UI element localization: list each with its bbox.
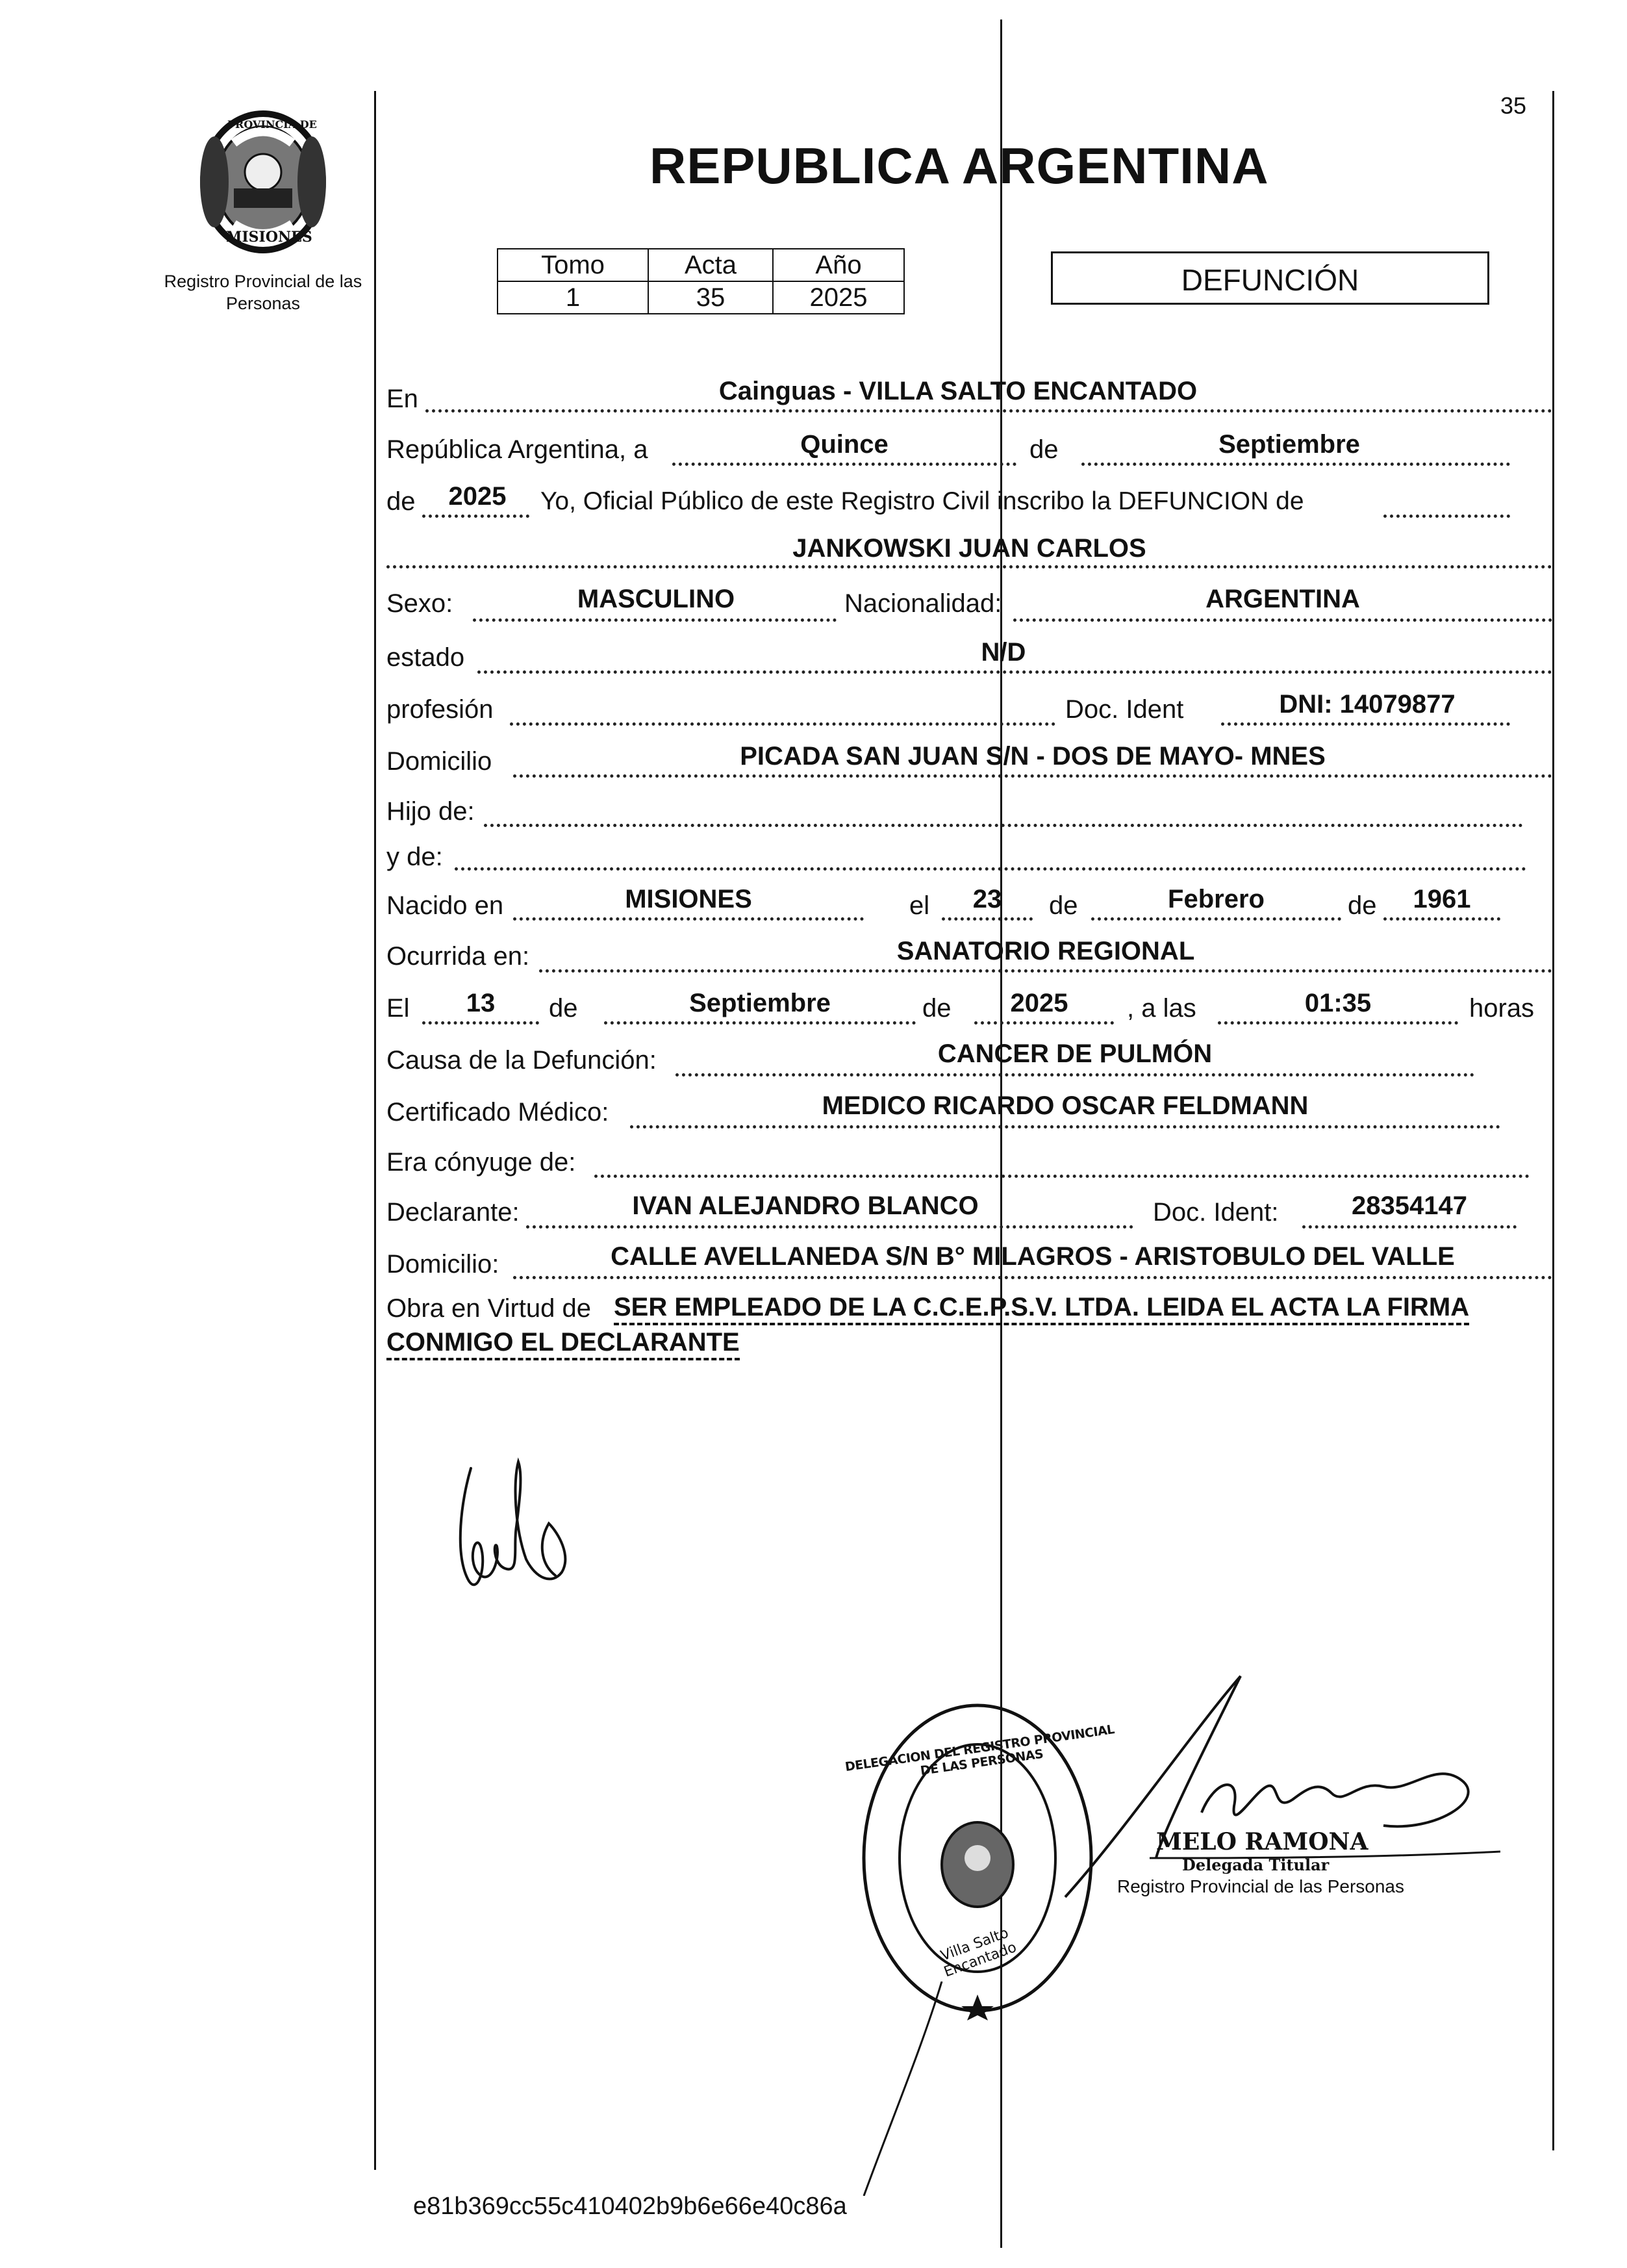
- estado-value: N/D: [981, 638, 1026, 667]
- republica-label: República Argentina, a: [386, 435, 648, 464]
- profesion-dots: [510, 722, 1055, 726]
- birth-year-dots: [1383, 917, 1500, 921]
- causa-label: Causa de la Defunción:: [386, 1046, 657, 1075]
- pen-stroke: [857, 1981, 948, 2196]
- death-el-label: El: [386, 994, 410, 1023]
- death-year-dots: [974, 1021, 1114, 1025]
- decl-doc-label: Doc. Ident:: [1153, 1198, 1279, 1227]
- anio-value: 2025: [773, 281, 904, 314]
- stamp-ring-text: DELEGACION DEL REGISTRO PROVINCIAL DE LAS PERSONAS: [844, 1722, 1116, 1779]
- birthplace-value: MISIONES: [625, 885, 752, 913]
- el-label: el: [909, 891, 930, 920]
- alas-label: , a las: [1127, 994, 1196, 1023]
- death-day-dots: [422, 1021, 539, 1025]
- decl-doc-value: 28354147: [1352, 1191, 1467, 1220]
- act-info-table: [497, 248, 905, 314]
- official-title: Delegada Titular: [1182, 1855, 1330, 1874]
- hijo-label: Hijo de:: [386, 797, 475, 826]
- birthplace-dots: [513, 917, 864, 921]
- declarant-signature: [442, 1449, 598, 1618]
- anio-header: Año: [773, 249, 904, 281]
- logo-text-top: PROVINCIA DE: [227, 118, 317, 131]
- stamp-inner-text: Villa Salto Encantado: [939, 1924, 1019, 1981]
- left-margin-rule: [374, 91, 376, 2170]
- nacionalidad-value: ARGENTINA: [1205, 585, 1360, 613]
- logo-text-bottom: MISIONES: [226, 229, 312, 246]
- estado-label: estado: [386, 643, 465, 672]
- certificado-label: Certificado Médico:: [386, 1098, 609, 1127]
- en-label: En: [386, 385, 418, 413]
- year-value: 2025: [448, 482, 507, 511]
- declarante-value: IVAN ALEJANDRO BLANCO: [632, 1191, 979, 1220]
- domicilio-label: Domicilio: [386, 747, 492, 776]
- nacionalidad-label: Nacionalidad:: [844, 589, 1002, 618]
- yde-label: y de:: [386, 843, 443, 871]
- month-value: Septiembre: [1218, 430, 1360, 459]
- certificado-value: MEDICO RICARDO OSCAR FELDMANN: [822, 1091, 1309, 1120]
- conyuge-label: Era cónyuge de:: [386, 1148, 576, 1177]
- official-registry: Registro Provincial de las Personas: [1117, 1876, 1404, 1896]
- decl-domicilio-dots: [513, 1276, 1552, 1279]
- ocurrida-label: Ocurrida en:: [386, 942, 530, 971]
- statement-text: Yo, Oficial Público de este Registro Civil inscribo la DEFUNCION de: [540, 487, 1304, 515]
- certificado-dots: [630, 1125, 1500, 1128]
- birth-month-value: Febrero: [1168, 885, 1265, 913]
- obra-label: Obra en Virtud de: [386, 1294, 592, 1323]
- death-month-dots: [604, 1021, 916, 1025]
- death-time-value: 01:35: [1304, 989, 1372, 1017]
- decl-doc-dots: [1302, 1225, 1517, 1229]
- record-type-box: DEFUNCIÓN: [1051, 251, 1489, 305]
- nacido-label: Nacido en: [386, 891, 504, 920]
- death-de2-label: de: [922, 994, 952, 1023]
- birth-de2-label: de: [1348, 891, 1377, 920]
- document-hash: e81b369cc55c410402b9b6e66e40c86a: [413, 2193, 847, 2220]
- sexo-value: MASCULINO: [577, 585, 735, 613]
- ocurrida-value: SANATORIO REGIONAL: [896, 937, 1195, 965]
- birth-year-value: 1961: [1413, 885, 1471, 913]
- decl-domicilio-value: CALLE AVELLANEDA S/N B° MILAGROS - ARISTOBULO DEL VALLE: [611, 1242, 1455, 1271]
- sexo-label: Sexo:: [386, 589, 453, 618]
- deceased-name: JANKOWSKI JUAN CARLOS: [792, 534, 1146, 563]
- doc-value: DNI: 14079877: [1279, 690, 1456, 719]
- causa-dots: [675, 1073, 1474, 1077]
- day-value: Quince: [800, 430, 889, 459]
- conyuge-dots: [594, 1175, 1530, 1178]
- de-label: de: [1029, 435, 1059, 464]
- tomo-value: 1: [498, 281, 648, 314]
- tomo-header: Tomo: [498, 249, 648, 281]
- birth-de-label: de: [1049, 891, 1078, 920]
- birth-day-dots: [942, 917, 1033, 921]
- registry-caption: Registro Provincial de las Personas: [164, 272, 362, 313]
- causa-value: CANCER DE PULMÓN: [937, 1039, 1213, 1068]
- domicilio-dots: [513, 774, 1552, 778]
- page-number: 35: [1500, 92, 1527, 119]
- statement-dots: [1383, 515, 1510, 518]
- death-month-value: Septiembre: [689, 989, 831, 1017]
- name-dots: [386, 565, 1552, 568]
- place-value: Cainguas - VILLA SALTO ENCANTADO: [718, 377, 1198, 405]
- domicilio-value: PICADA SAN JUAN S/N - DOS DE MAYO- MNES: [740, 742, 1326, 771]
- yde-dots: [455, 867, 1526, 871]
- death-time-dots: [1218, 1021, 1458, 1025]
- profesion-label: profesión: [386, 695, 494, 724]
- hijo-dots: [484, 824, 1523, 827]
- birth-day-value: 23: [972, 885, 1002, 913]
- decl-domicilio-label: Domicilio:: [386, 1250, 499, 1279]
- declarante-dots: [526, 1225, 1133, 1229]
- nacionalidad-dots: [1013, 618, 1552, 622]
- year-dots: [422, 515, 529, 518]
- de2-label: de: [386, 487, 416, 516]
- acta-header: Acta: [648, 249, 773, 281]
- obra-value-line1: SER EMPLEADO DE LA C.C.E.P.S.V. LTDA. LEIDA EL ACTA LA FIRMA: [614, 1292, 1469, 1325]
- acta-value: 35: [648, 281, 773, 314]
- sexo-dots: [473, 618, 837, 622]
- obra-value-line2: CONMIGO EL DECLARANTE: [386, 1327, 740, 1360]
- right-margin-rule: [1552, 91, 1554, 2150]
- birth-month-dots: [1091, 917, 1341, 921]
- declarante-label: Declarante:: [386, 1198, 520, 1227]
- place-dots: [425, 409, 1552, 413]
- doc-label: Doc. Ident: [1065, 695, 1184, 724]
- death-day-value: 13: [466, 989, 496, 1017]
- death-de-label: de: [549, 994, 578, 1023]
- day-dots: [672, 463, 1016, 466]
- doc-dots: [1221, 722, 1510, 726]
- page-title: REPUBLICA ARGENTINA: [650, 137, 1269, 194]
- ocurrida-dots: [539, 969, 1552, 973]
- official-name: MELO RAMONA: [1156, 1828, 1368, 1855]
- month-dots: [1081, 463, 1510, 466]
- estado-dots: [477, 670, 1552, 674]
- horas-label: horas: [1469, 994, 1535, 1023]
- province-seal-logo: [188, 104, 338, 260]
- death-year-value: 2025: [1010, 989, 1068, 1017]
